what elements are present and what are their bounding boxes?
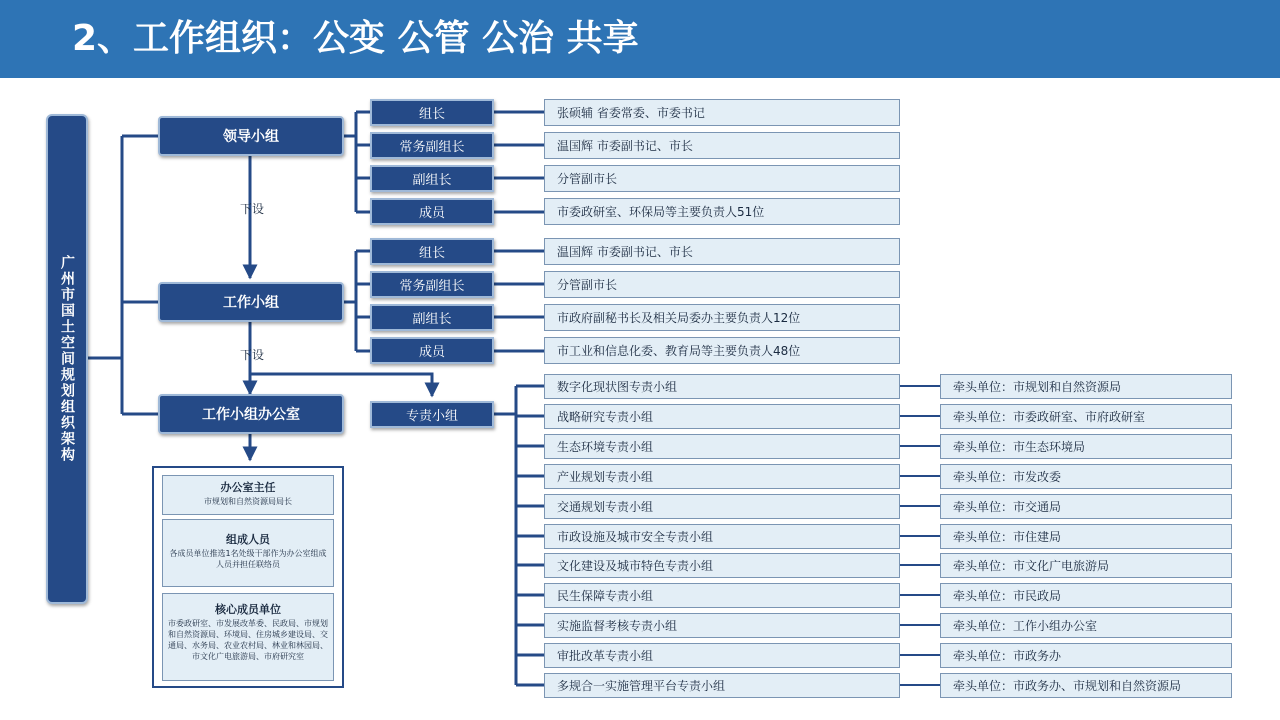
- special-group-item: 市政设施及城市安全专责小组: [544, 524, 900, 549]
- role-detail: 温国辉 市委副书记、市长: [544, 238, 900, 265]
- role-detail: 分管副市长: [544, 165, 900, 192]
- lead-unit: 牵头单位：市规划和自然资源局: [940, 374, 1232, 399]
- working-group-title: 工作小组: [223, 295, 279, 311]
- xiashe-label: 下设: [240, 348, 265, 362]
- role-box: 常务副组长: [370, 132, 494, 159]
- special-group-item: 实施监督考核专责小组: [544, 613, 900, 638]
- office-director-box: [162, 475, 334, 515]
- lead-unit: 牵头单位：市委政研室、市府政研室: [940, 404, 1232, 429]
- lead-unit: 牵头单位：市政务办: [940, 643, 1232, 668]
- role-box: 组长: [370, 99, 494, 126]
- lead-unit: 牵头单位：市民政局: [940, 583, 1232, 608]
- office-group-box: [158, 394, 344, 434]
- role-detail: 市工业和信息化委、教育局等主要负责人48位: [544, 337, 900, 364]
- special-group-item: 文化建设及城市特色专责小组: [544, 553, 900, 578]
- office-staff-title: 组成人员: [226, 533, 270, 546]
- role-box: 组长: [370, 238, 494, 265]
- working-group-box: [158, 282, 344, 322]
- office-staff-box: [162, 519, 334, 587]
- lead-unit: 牵头单位：市住建局: [940, 524, 1232, 549]
- special-group-item: 数字化现状图专责小组: [544, 374, 900, 399]
- special-group-item: 审批改革专责小组: [544, 643, 900, 668]
- leadership-group-box: [158, 116, 344, 156]
- role-box: 成员: [370, 337, 494, 364]
- special-group-item: 多规合一实施管理平台专责小组: [544, 673, 900, 698]
- role-box: 常务副组长: [370, 271, 494, 298]
- office-director-title: 办公室主任: [220, 481, 276, 494]
- special-group-item: 民生保障专责小组: [544, 583, 900, 608]
- role-box: 成员: [370, 198, 494, 225]
- role-detail: 市委政研室、环保局等主要负责人51位: [544, 198, 900, 225]
- role-detail: 市政府副秘书长及相关局委办主要负责人12位: [544, 304, 900, 331]
- root-org-box: [46, 114, 88, 604]
- page-title: 2、工作组织：公变 公管 公治 共享: [72, 18, 639, 59]
- office-group-title: 工作小组办公室: [202, 407, 300, 423]
- special-group-item: 生态环境专责小组: [544, 434, 900, 459]
- role-box: 副组长: [370, 304, 494, 331]
- office-director-text: 市规划和自然资源局局长: [204, 497, 292, 506]
- role-detail: 张硕辅 省委常委、市委书记: [544, 99, 900, 126]
- root-label: 广州市国土空间规划组织架构: [59, 255, 75, 463]
- special-group-item: 战略研究专责小组: [544, 404, 900, 429]
- lead-unit: 牵头单位：市发改委: [940, 464, 1232, 489]
- lead-unit: 牵头单位：市交通局: [940, 494, 1232, 519]
- lead-unit: 牵头单位：工作小组办公室: [940, 613, 1232, 638]
- role-detail: 温国辉 市委副书记、市长: [544, 132, 900, 159]
- office-core-title: 核心成员单位: [215, 603, 281, 616]
- special-group-item: 交通规划专责小组: [544, 494, 900, 519]
- office-detail-panel: [152, 466, 344, 688]
- lead-unit: 牵头单位：市文化广电旅游局: [940, 553, 1232, 578]
- role-detail: 分管副市长: [544, 271, 900, 298]
- lead-unit: 牵头单位：市政务办、市规划和自然资源局: [940, 673, 1232, 698]
- special-group-item: 产业规划专责小组: [544, 464, 900, 489]
- office-staff-text: 各成员单位推选1名处级干部作为办公室组成人员并担任联络员: [169, 549, 327, 569]
- special-group-box: 专责小组: [370, 401, 494, 428]
- office-core-box: [162, 593, 334, 681]
- lead-unit: 牵头单位：市生态环境局: [940, 434, 1232, 459]
- leadership-group-title: 领导小组: [223, 129, 279, 145]
- office-core-text: 市委政研室、市发展改革委、民政局、市规划和自然资源局、环境局、住房城乡建设局、交通局、水务局、农业农村局、林业和林园局、市文化广电旅游局、市府研究室: [168, 619, 328, 661]
- xiashe-label: 下设: [240, 202, 265, 216]
- role-box: 副组长: [370, 165, 494, 192]
